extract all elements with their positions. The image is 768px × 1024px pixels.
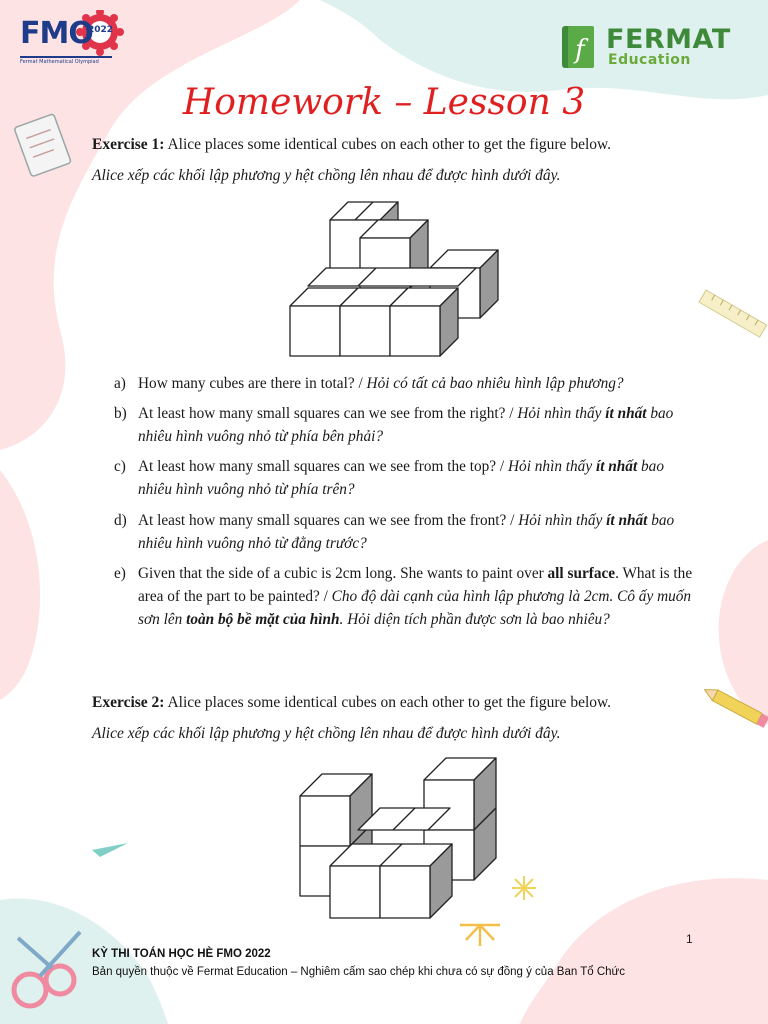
exercise2-text-en: Alice places some identical cubes on each other to get the figure below. [164,694,612,711]
question-d-vi-post: bao nhiêu hình vuông nhỏ từ đằng trước? [138,512,675,552]
exercise1-heading [92,136,611,154]
question-e-en-bold: all surface [547,565,616,582]
question-c [114,455,694,501]
page-number: 1 [686,932,693,946]
fmo-tagline: Fermat Mathematical Olympiad [20,59,99,65]
fermat-brand: FERMAT [606,24,731,55]
question-e-vi-bold: toàn bộ bề mặt của hình [186,611,340,628]
cube-front-3 [390,288,458,356]
question-e-en-pre: Given that the side of a cubic is 2cm long. She wants to paint over [138,565,548,582]
question-d [114,509,694,555]
question-d-vi-pre: Hỏi nhìn thấy [518,512,607,529]
fmo-logo-text: FMO [20,16,93,51]
question-e-vi-pre: Cho độ dài cạnh của hình lập phương là 2cm. Cô ấy muốn sơn lên [138,588,692,628]
question-d-vi-bold: ít nhất [606,512,648,529]
page-title: Homework – Lesson 3 [182,82,586,123]
question-e [114,562,694,631]
question-c-en: At least how many small squares can we see from the top? / [138,458,508,475]
question-b-vi-pre: Hỏi nhìn thấy [517,405,606,422]
question-a-label: a) [114,375,126,392]
exercise2-heading [92,694,611,712]
question-b-vi-bold: ít nhất [605,405,647,422]
cube-front-right [380,844,452,918]
question-c-vi-pre: Hỏi nhìn thấy [508,458,596,475]
question-c-label: c) [114,458,126,475]
question-a-vi: Hỏi có tất cả bao nhiêu hình lập phương? [366,375,624,392]
exercise1-label: Exercise 1: [92,136,165,153]
cube-row-back [308,268,476,286]
question-a-en: How many cubes are there in total? / [138,375,367,392]
question-c-vi-bold: ít nhất [595,458,638,475]
fmo-logo [18,10,128,70]
question-b-en: At least how many small squares can we see from the right? / [138,405,518,422]
question-d-en: At least how many small squares can we see from the front? / [138,512,519,529]
exercise2-label: Exercise 2: [92,694,165,711]
exercise2-text-vi: Alice xếp các khối lập phương y hệt chồng lên nhau để được hình dưới đây. [92,725,561,742]
question-e-label: e) [114,565,126,582]
question-b-vi-post: bao nhiêu hình vuông nhỏ từ phía bên phải? [138,405,674,445]
question-c-vi-post: bao nhiêu hình vuông nhỏ từ phía trên? [138,458,664,498]
svg-text:f: f [575,35,585,65]
fermat-sub: Education [608,52,691,68]
exercise1-text-vi: Alice xếp các khối lập phương y hệt chồng lên nhau để được hình dưới đây. [92,167,561,184]
exercise2-cube-figure [294,754,504,924]
question-e-en-post: . What is the area of the part to be painted? / [138,565,693,605]
question-b [114,402,694,448]
question-b-label: b) [114,405,127,422]
exercise1-cube-figure [284,198,504,360]
fmo-year: 2022 [88,25,114,35]
question-a [114,372,694,395]
footer-line2: Bản quyền thuộc về Fermat Education – Nghiêm cấm sao chép khi chưa có sự đồng ý của Ban Tổ Chức [92,966,626,978]
question-d-label: d) [114,512,127,529]
question-e-vi-post: . Hỏi diện tích phần được sơn là bao nhiêu? [339,611,610,628]
footer-line1: KỲ THI TOÁN HỌC HÈ FMO 2022 [92,948,271,960]
exercise1-text-en: Alice places some identical cubes on each other to get the figure below. [164,136,612,153]
